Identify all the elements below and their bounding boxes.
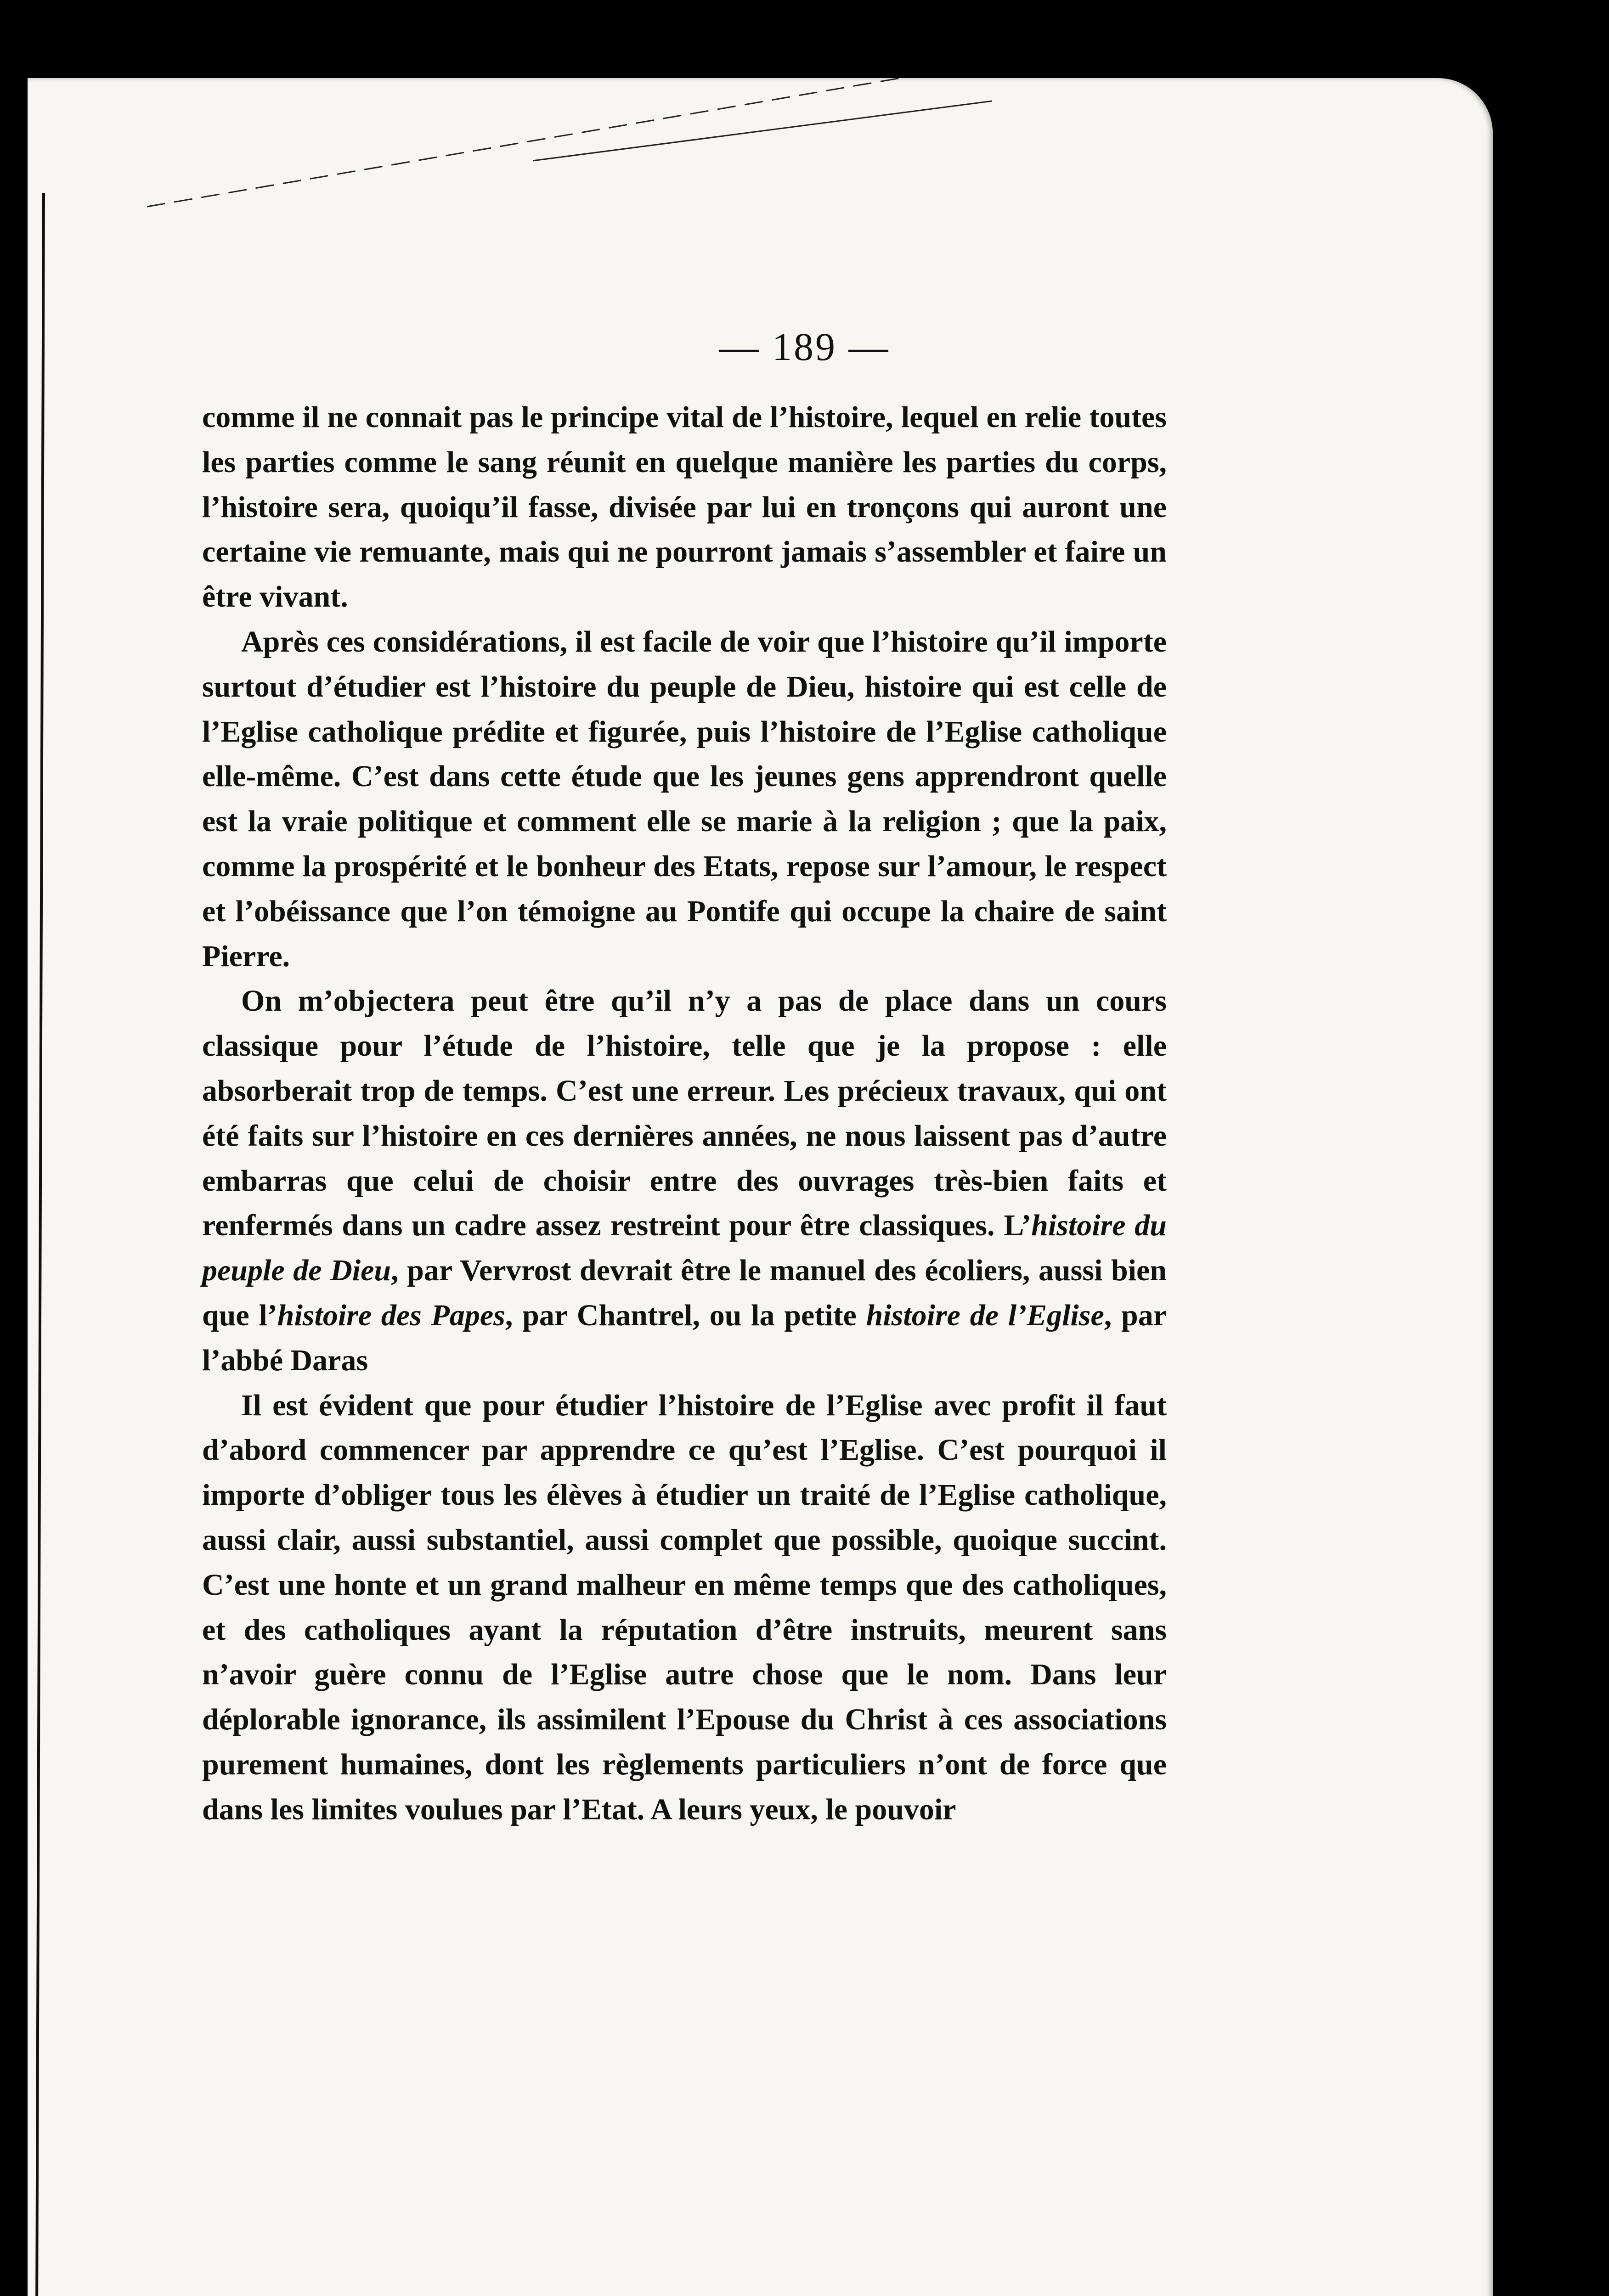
italic-title-histoire-de-l-eglise: histoire de l’Eglise [866, 1298, 1104, 1332]
paragraph-3-text-mid-1: , par Vervrost devrait être le manuel des écoliers, aussi bien que l’ [202, 1254, 1167, 1332]
paragraph-3-text-mid-2: , par Chantrel, ou la petite [505, 1298, 866, 1332]
page-number: — 189 — [719, 325, 890, 369]
italic-title-histoire-du-peuple-de-dieu: histoire du peuple de Dieu [202, 1209, 1167, 1288]
italic-title-histoire-des-papes: histoire des Papes [277, 1298, 505, 1332]
paragraph-3-text-after: , par l’abbé Daras [202, 1298, 1167, 1377]
paragraph-3 [202, 979, 1167, 1383]
paragraph-2: Après ces considérations, il est facile de voir que l’histoire qu’il importe surtout d’étudier est l’histoire du peuple de Dieu, histoire qui est celle de l’Eglise catholique prédite et figurée, puis l’histoire de l’Eglise catholique elle-même. C’est dans cette étude que les jeunes gens apprendront quelle est la vraie politique et comment elle se marie à la religion ; que la paix, comme la prospérité et le bonheur des Etats, repose sur l’amour, le respect et l’obéissance que l’on témoigne au Pontife qui occupe la chaire de saint Pierre. [202, 625, 1167, 973]
paragraph-1: comme il ne connait pas le principe vital de l’histoire, lequel en relie toutes les parties comme le sang réunit en quelque manière les parties du corps, l’histoire sera, quoiqu’il fasse, divisée par lui en tronçons qui auront une certaine vie remuante, mais qui ne pourront jamais s’assembler et faire un être vivant. [202, 400, 1167, 614]
paragraph-3-text-before: On m’objectera peut être qu’il n’y a pas de place dans un cours classique pour l’étude de l’histoire, telle que je la propose : elle absorberait trop de temps. C’est une erreur. Les précieux travaux, qui ont été faits sur l’histoire en ces dernières années, ne nous laissent pas d’autre embarras que celui de choisir entre des ouvrages très-bien faits et renfermés dans un cadre assez restreint pour être classiques. L’ [202, 984, 1167, 1243]
body-text [202, 395, 1167, 1832]
paragraph-4: Il est évident que pour étudier l’histoire de l’Eglise avec profit il faut d’abord commencer par apprendre ce qu’est l’Eglise. C’est pourquoi il importe d’obliger tous les élèves à étudier un traité de l’Eglise catholique, aussi clair, aussi substantiel, aussi complet que possible, quoique succint. C’est une honte et un grand malheur en même temps que des catholiques, et des catholiques ayant la réputation d’être instruits, meurent sans n’avoir guère connu de l’Eglise autre chose que le nom. Dans leur déplorable ignorance, ils assimilent l’Epouse du Christ à ces associations purement humaines, dont les règlements particuliers n’ont de force que dans les limites voulues par l’Etat. A leurs yeux, le pouvoir [202, 1388, 1167, 1826]
